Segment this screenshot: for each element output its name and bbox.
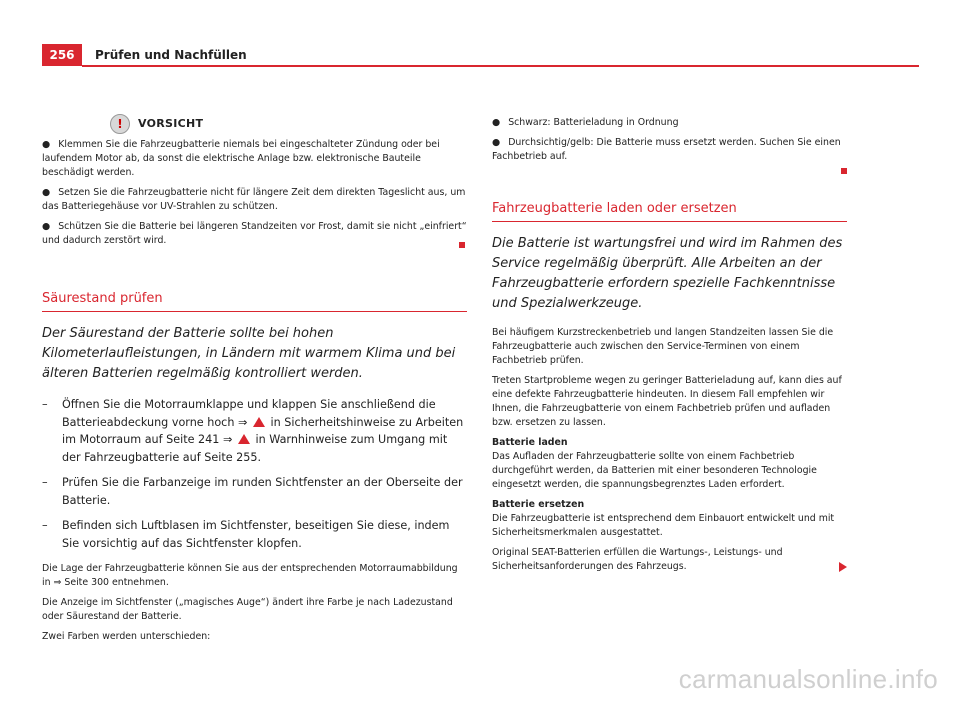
caution-bullet: ● Schützen Sie die Batterie bei längeren Standzeiten vor Frost, damit sie nicht „einfriert“ und dadurch zerstört wird.: [42, 221, 467, 246]
section-intro: Die Batterie ist wartungsfrei und wird im Rahmen des Service regelmäßig überprüft. Alle Arbeiten an der Fahrzeugbatterie erfordern spezielle Fachkenntnisse und Spezialwerkzeuge.: [492, 236, 843, 311]
warning-icon[interactable]: [253, 417, 265, 427]
paragraph: Bei häufigem Kurzstreckenbetrieb und langen Standzeiten lassen Sie die Fahrzeugbatterie auch zwischen den Service-Terminen von einem Fachbetrieb prüfen.: [492, 327, 834, 366]
warning-icon[interactable]: [238, 434, 250, 444]
left-column: [42, 114, 467, 650]
caution-title: VORSICHT: [138, 117, 204, 130]
paragraph: Die Lage der Fahrzeugbatterie können Sie aus der entsprechenden Motorraumabbildung in ⇒ Seite 300 entnehmen.: [42, 563, 458, 588]
paragraph: Das Aufladen der Fahrzeugbatterie sollte von einem Fachbetrieb durchgeführt werden, da Batterien mit einer besonderen Technologie eingesetzt werden, die spannungsbegrenztes Laden erfordert.: [492, 451, 817, 490]
color-list-item: ● Durchsichtig/gelb: Die Batterie muss ersetzt werden. Suchen Sie einen Fachbetrieb auf.: [492, 136, 847, 164]
caution-bullet: ● Setzen Sie die Fahrzeugbatterie nicht für längere Zeit dem direkten Tageslicht aus, um das Batteriegehäuse vor UV-Strahlen zu schützen.: [42, 187, 466, 212]
paragraph: Treten Startprobleme wegen zu geringer Batterieladung auf, kann dies auf eine defekte Fahrzeugbatterie hindeuten. In diesem Fall empfehlen wir Ihnen, die Fahrzeugbatterie von einem Fachbetrieb prüfen und aufladen bzw. ersetzen zu lassen.: [492, 375, 842, 428]
step-item: – Befinden sich Luftblasen im Sichtfenster, beseitigen Sie diese, indem Sie vorsichtig auf das Sichtfenster klopfen.: [42, 519, 450, 550]
paragraph: Original SEAT-Batterien erfüllen die Wartungs-, Leistungs- und Sicherheitsanforderungen des Fahrzeugs.: [492, 546, 847, 574]
subheading: Batterie ersetzen: [492, 499, 585, 510]
color-list-item: ● Schwarz: Batterieladung in Ordnung: [492, 117, 679, 128]
step-item: – Öffnen Sie die Motorraumklappe und klappen Sie anschließend die Batterieabdeckung vorne hoch ⇒ in Sicherheitshinweise zu Arbeiten im Motorraum auf Seite 241 ⇒ in Warnhinweise zum Umgang mit der Fahrzeugbatterie auf Seite 255.: [42, 398, 464, 464]
caution-bullet: ● Klemmen Sie die Fahrzeugbatterie niemals bei eingeschalteter Zündung oder bei laufendem Motor ab, da sonst die elektrische Anlage bzw. elektronische Bauteile beschädigt werden.: [42, 139, 440, 178]
exclamation-icon: !: [110, 114, 130, 134]
header-divider: [82, 65, 919, 67]
right-column: [492, 116, 847, 580]
paragraph: Zwei Farben werden unterschieden:: [42, 631, 211, 642]
subheading: Batterie laden: [492, 437, 568, 448]
section-end-marker: [459, 242, 465, 248]
caution-header: [110, 114, 467, 134]
section-title-laden: Fahrzeugbatterie laden oder ersetzen: [492, 202, 847, 222]
paragraph: Die Fahrzeugbatterie ist entsprechend dem Einbauort entwickelt und mit Sicherheitsmerkmalen ausgestattet.: [492, 513, 835, 538]
chapter-title: Prüfen und Nachfüllen: [95, 48, 247, 62]
page-number: 256: [42, 44, 82, 66]
continue-arrow-icon: [839, 562, 847, 572]
section-title-saeurestand: Säurestand prüfen: [42, 292, 467, 312]
watermark: carmanualsonline.info: [678, 664, 938, 694]
paragraph: Die Anzeige im Sichtfenster („magisches Auge“) ändert ihre Farbe je nach Ladezustand oder Säurestand der Batterie.: [42, 597, 453, 622]
section-end-marker: [841, 168, 847, 174]
section-intro: Der Säurestand der Batterie sollte bei hohen Kilometerlaufleistungen, in Ländern mit warmem Klima und bei älteren Batterien regelmäßig kontrolliert werden.: [42, 326, 456, 381]
step-item: – Prüfen Sie die Farbanzeige im runden Sichtfenster an der Oberseite der Batterie.: [42, 476, 463, 507]
